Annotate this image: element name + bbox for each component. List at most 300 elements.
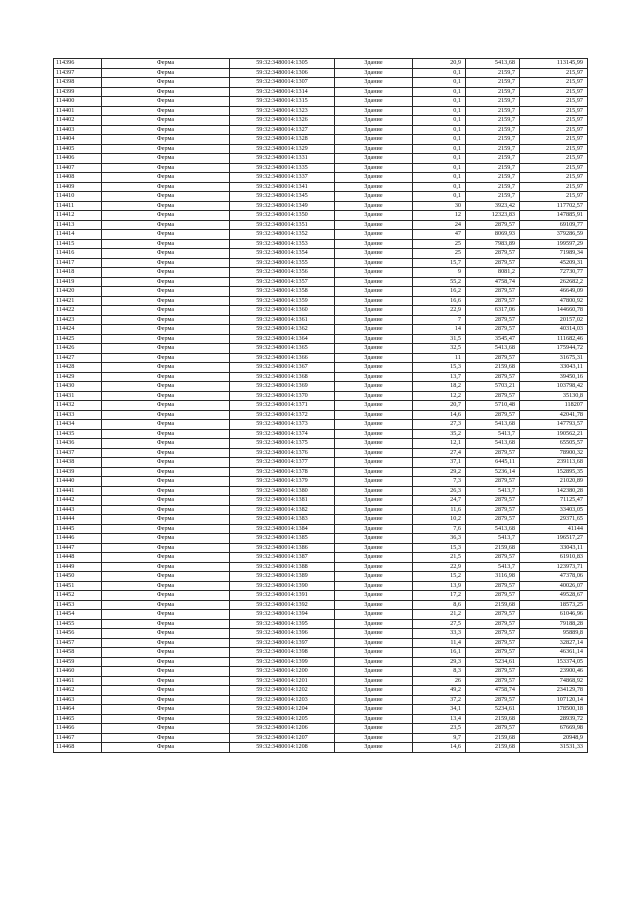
area-value-cell: 0,1 [413, 154, 466, 164]
record-number-cell: 114406 [54, 154, 102, 164]
unit-price-cell: 2159,68 [466, 714, 520, 724]
table-row [54, 467, 588, 477]
cadastral-number-cell: 59:32:3480014:1374 [230, 429, 335, 439]
record-number-cell: 114412 [54, 211, 102, 221]
cadastral-number-cell: 59:32:3480014:1351 [230, 220, 335, 230]
record-number-cell: 114456 [54, 629, 102, 639]
unit-price-cell: 2879,57 [466, 648, 520, 658]
object-name-cell: Ферма [102, 154, 230, 164]
unit-price-cell: 2159,68 [466, 743, 520, 753]
total-value-cell: 21020,89 [520, 477, 588, 487]
record-number-cell: 114429 [54, 372, 102, 382]
object-type-cell: Здание [335, 211, 413, 221]
unit-price-cell: 6317,06 [466, 306, 520, 316]
object-name-cell: Ферма [102, 59, 230, 69]
unit-price-cell: 2879,57 [466, 249, 520, 259]
object-type-cell: Здание [335, 97, 413, 107]
unit-price-cell: 2159,7 [466, 116, 520, 126]
area-value-cell: 0,1 [413, 173, 466, 183]
table-row [54, 657, 588, 667]
object-type-cell: Здание [335, 657, 413, 667]
unit-price-cell: 2879,57 [466, 315, 520, 325]
table-row [54, 306, 588, 316]
object-name-cell: Ферма [102, 496, 230, 506]
record-number-cell: 114418 [54, 268, 102, 278]
total-value-cell: 41144 [520, 524, 588, 534]
total-value-cell: 215,97 [520, 182, 588, 192]
object-type-cell: Здание [335, 591, 413, 601]
cadastral-number-cell: 59:32:3480014:1356 [230, 268, 335, 278]
object-name-cell: Ферма [102, 125, 230, 135]
unit-price-cell: 5234,61 [466, 705, 520, 715]
cadastral-number-cell: 59:32:3480014:1371 [230, 401, 335, 411]
total-value-cell: 215,97 [520, 192, 588, 202]
table-row [54, 192, 588, 202]
object-name-cell: Ферма [102, 116, 230, 126]
area-value-cell: 16,2 [413, 287, 466, 297]
record-number-cell: 114414 [54, 230, 102, 240]
total-value-cell: 107120,14 [520, 695, 588, 705]
unit-price-cell: 3545,47 [466, 334, 520, 344]
total-value-cell: 35130,8 [520, 391, 588, 401]
area-value-cell: 15,2 [413, 572, 466, 582]
object-name-cell: Ферма [102, 258, 230, 268]
cadastral-number-cell: 59:32:3480014:1364 [230, 334, 335, 344]
cadastral-number-cell: 59:32:3480014:1200 [230, 667, 335, 677]
cadastral-number-cell: 59:32:3480014:1373 [230, 420, 335, 430]
record-number-cell: 114403 [54, 125, 102, 135]
area-value-cell: 7,3 [413, 477, 466, 487]
object-name-cell: Ферма [102, 306, 230, 316]
unit-price-cell: 3116,98 [466, 572, 520, 582]
object-type-cell: Здание [335, 401, 413, 411]
total-value-cell: 178500,18 [520, 705, 588, 715]
cadastral-number-cell: 59:32:3480014:1381 [230, 496, 335, 506]
total-value-cell: 113145,99 [520, 59, 588, 69]
record-number-cell: 114401 [54, 106, 102, 116]
record-number-cell: 114448 [54, 553, 102, 563]
unit-price-cell: 2879,57 [466, 287, 520, 297]
total-value-cell: 71989,34 [520, 249, 588, 259]
total-value-cell: 117702,57 [520, 201, 588, 211]
total-value-cell: 28939,72 [520, 714, 588, 724]
record-number-cell: 114438 [54, 458, 102, 468]
record-number-cell: 114451 [54, 581, 102, 591]
object-name-cell: Ферма [102, 610, 230, 620]
area-value-cell: 34,1 [413, 705, 466, 715]
area-value-cell: 11 [413, 353, 466, 363]
record-number-cell: 114439 [54, 467, 102, 477]
unit-price-cell: 2879,57 [466, 610, 520, 620]
unit-price-cell: 4758,74 [466, 686, 520, 696]
cadastral-number-cell: 59:32:3480014:1201 [230, 676, 335, 686]
cadastral-number-cell: 59:32:3480014:1386 [230, 543, 335, 553]
object-name-cell: Ферма [102, 372, 230, 382]
object-name-cell: Ферма [102, 163, 230, 173]
object-name-cell: Ферма [102, 401, 230, 411]
object-type-cell: Здание [335, 78, 413, 88]
unit-price-cell: 2879,57 [466, 258, 520, 268]
area-value-cell: 9,7 [413, 733, 466, 743]
record-number-cell: 114397 [54, 68, 102, 78]
object-name-cell: Ферма [102, 97, 230, 107]
table-row [54, 135, 588, 145]
object-type-cell: Здание [335, 135, 413, 145]
object-name-cell: Ферма [102, 629, 230, 639]
cadastral-number-cell: 59:32:3480014:1397 [230, 638, 335, 648]
object-type-cell: Здание [335, 277, 413, 287]
cadastral-number-cell: 59:32:3480014:1395 [230, 619, 335, 629]
cadastral-number-cell: 59:32:3480014:1384 [230, 524, 335, 534]
object-name-cell: Ферма [102, 220, 230, 230]
object-name-cell: Ферма [102, 515, 230, 525]
area-value-cell: 36,3 [413, 534, 466, 544]
table-row [54, 249, 588, 259]
object-type-cell: Здание [335, 116, 413, 126]
object-type-cell: Здание [335, 87, 413, 97]
unit-price-cell: 5413,68 [466, 439, 520, 449]
object-type-cell: Здание [335, 306, 413, 316]
table-row [54, 68, 588, 78]
object-name-cell: Ферма [102, 477, 230, 487]
record-number-cell: 114453 [54, 600, 102, 610]
object-name-cell: Ферма [102, 296, 230, 306]
object-type-cell: Здание [335, 125, 413, 135]
area-value-cell: 14,6 [413, 410, 466, 420]
area-value-cell: 9 [413, 268, 466, 278]
cadastral-number-cell: 59:32:3480014:1375 [230, 439, 335, 449]
record-number-cell: 114467 [54, 733, 102, 743]
cadastral-number-cell: 59:32:3480014:1208 [230, 743, 335, 753]
table-row [54, 277, 588, 287]
table-row [54, 410, 588, 420]
total-value-cell: 79188,28 [520, 619, 588, 629]
unit-price-cell: 2879,57 [466, 581, 520, 591]
unit-price-cell: 2879,57 [466, 629, 520, 639]
area-value-cell: 21,2 [413, 610, 466, 620]
object-type-cell: Здание [335, 686, 413, 696]
cadastral-number-cell: 59:32:3480014:1383 [230, 515, 335, 525]
area-value-cell: 20,7 [413, 401, 466, 411]
table-row [54, 220, 588, 230]
unit-price-cell: 2879,57 [466, 296, 520, 306]
object-type-cell: Здание [335, 458, 413, 468]
unit-price-cell: 2879,57 [466, 695, 520, 705]
record-number-cell: 114445 [54, 524, 102, 534]
table-row [54, 724, 588, 734]
area-value-cell: 8,3 [413, 667, 466, 677]
object-name-cell: Ферма [102, 743, 230, 753]
area-value-cell: 16,6 [413, 296, 466, 306]
object-name-cell: Ферма [102, 686, 230, 696]
object-name-cell: Ферма [102, 638, 230, 648]
record-number-cell: 114431 [54, 391, 102, 401]
total-value-cell: 147885,91 [520, 211, 588, 221]
table-row [54, 496, 588, 506]
area-value-cell: 7 [413, 315, 466, 325]
area-value-cell: 25 [413, 249, 466, 259]
total-value-cell: 40314,03 [520, 325, 588, 335]
object-name-cell: Ферма [102, 268, 230, 278]
area-value-cell: 26 [413, 676, 466, 686]
total-value-cell: 47800,92 [520, 296, 588, 306]
object-name-cell: Ферма [102, 733, 230, 743]
table-row [54, 372, 588, 382]
object-name-cell: Ферма [102, 724, 230, 734]
area-value-cell: 25 [413, 239, 466, 249]
area-value-cell: 14 [413, 325, 466, 335]
object-type-cell: Здание [335, 553, 413, 563]
record-number-cell: 114409 [54, 182, 102, 192]
record-number-cell: 114461 [54, 676, 102, 686]
unit-price-cell: 2159,68 [466, 600, 520, 610]
area-value-cell: 37,1 [413, 458, 466, 468]
object-type-cell: Здание [335, 705, 413, 715]
table-row [54, 401, 588, 411]
total-value-cell: 46361,14 [520, 648, 588, 658]
unit-price-cell: 2879,57 [466, 477, 520, 487]
record-number-cell: 114458 [54, 648, 102, 658]
table-row [54, 163, 588, 173]
table-row [54, 629, 588, 639]
object-name-cell: Ферма [102, 486, 230, 496]
object-name-cell: Ферма [102, 182, 230, 192]
object-name-cell: Ферма [102, 68, 230, 78]
total-value-cell: 215,97 [520, 135, 588, 145]
object-name-cell: Ферма [102, 448, 230, 458]
object-type-cell: Здание [335, 743, 413, 753]
area-value-cell: 22,9 [413, 562, 466, 572]
area-value-cell: 15,7 [413, 258, 466, 268]
cadastral-number-cell: 59:32:3480014:1355 [230, 258, 335, 268]
record-number-cell: 114457 [54, 638, 102, 648]
record-number-cell: 114417 [54, 258, 102, 268]
object-type-cell: Здание [335, 287, 413, 297]
object-type-cell: Здание [335, 192, 413, 202]
object-type-cell: Здание [335, 220, 413, 230]
object-name-cell: Ферма [102, 287, 230, 297]
table-row [54, 420, 588, 430]
object-type-cell: Здание [335, 562, 413, 572]
total-value-cell: 39450,16 [520, 372, 588, 382]
total-value-cell: 78900,32 [520, 448, 588, 458]
object-type-cell: Здание [335, 610, 413, 620]
area-value-cell: 55,2 [413, 277, 466, 287]
record-number-cell: 114419 [54, 277, 102, 287]
cadastral-number-cell: 59:32:3480014:1354 [230, 249, 335, 259]
area-value-cell: 23,5 [413, 724, 466, 734]
cadastral-number-cell: 59:32:3480014:1306 [230, 68, 335, 78]
cadastral-number-cell: 59:32:3480014:1205 [230, 714, 335, 724]
unit-price-cell: 2879,57 [466, 667, 520, 677]
object-type-cell: Здание [335, 667, 413, 677]
object-type-cell: Здание [335, 249, 413, 259]
object-name-cell: Ферма [102, 714, 230, 724]
object-name-cell: Ферма [102, 192, 230, 202]
area-value-cell: 32,5 [413, 344, 466, 354]
unit-price-cell: 2879,57 [466, 410, 520, 420]
cadastral-number-cell: 59:32:3480014:1337 [230, 173, 335, 183]
area-value-cell: 12 [413, 211, 466, 221]
table-row [54, 382, 588, 392]
total-value-cell: 67669,98 [520, 724, 588, 734]
object-name-cell: Ферма [102, 325, 230, 335]
area-value-cell: 12,1 [413, 439, 466, 449]
cadastral-number-cell: 59:32:3480014:1388 [230, 562, 335, 572]
record-number-cell: 114433 [54, 410, 102, 420]
area-value-cell: 13,4 [413, 714, 466, 724]
table-row [54, 733, 588, 743]
object-type-cell: Здание [335, 619, 413, 629]
object-type-cell: Здание [335, 163, 413, 173]
record-number-cell: 114446 [54, 534, 102, 544]
object-type-cell: Здание [335, 477, 413, 487]
area-value-cell: 27,4 [413, 448, 466, 458]
object-name-cell: Ферма [102, 315, 230, 325]
cadastral-number-cell: 59:32:3480014:1327 [230, 125, 335, 135]
cadastral-number-cell: 59:32:3480014:1366 [230, 353, 335, 363]
total-value-cell: 33043,11 [520, 363, 588, 373]
area-value-cell: 0,1 [413, 116, 466, 126]
table-row [54, 515, 588, 525]
table-row [54, 325, 588, 335]
cadastral-number-cell: 59:32:3480014:1368 [230, 372, 335, 382]
cadastral-number-cell: 59:32:3480014:1396 [230, 629, 335, 639]
area-value-cell: 13,9 [413, 581, 466, 591]
object-type-cell: Здание [335, 363, 413, 373]
unit-price-cell: 5413,7 [466, 562, 520, 572]
object-name-cell: Ферма [102, 439, 230, 449]
object-name-cell: Ферма [102, 648, 230, 658]
unit-price-cell: 2159,7 [466, 144, 520, 154]
record-number-cell: 114426 [54, 344, 102, 354]
area-value-cell: 0,1 [413, 144, 466, 154]
total-value-cell: 215,97 [520, 97, 588, 107]
unit-price-cell: 5234,61 [466, 657, 520, 667]
area-value-cell: 30 [413, 201, 466, 211]
object-name-cell: Ферма [102, 230, 230, 240]
cadastral-number-cell: 59:32:3480014:1367 [230, 363, 335, 373]
table-row [54, 648, 588, 658]
unit-price-cell: 2879,57 [466, 496, 520, 506]
total-value-cell: 118207 [520, 401, 588, 411]
table-row [54, 448, 588, 458]
total-value-cell: 147793,57 [520, 420, 588, 430]
area-value-cell: 27,5 [413, 619, 466, 629]
cadastral-number-cell: 59:32:3480014:1394 [230, 610, 335, 620]
area-value-cell: 20,9 [413, 59, 466, 69]
total-value-cell: 215,97 [520, 173, 588, 183]
area-value-cell: 27,3 [413, 420, 466, 430]
total-value-cell: 29371,65 [520, 515, 588, 525]
total-value-cell: 65505,57 [520, 439, 588, 449]
object-name-cell: Ферма [102, 363, 230, 373]
area-value-cell: 0,1 [413, 78, 466, 88]
object-name-cell: Ферма [102, 591, 230, 601]
object-type-cell: Здание [335, 410, 413, 420]
unit-price-cell: 2879,57 [466, 448, 520, 458]
unit-price-cell: 5413,7 [466, 429, 520, 439]
total-value-cell: 20157,02 [520, 315, 588, 325]
object-name-cell: Ферма [102, 382, 230, 392]
object-type-cell: Здание [335, 439, 413, 449]
table-row [54, 477, 588, 487]
total-value-cell: 142380,28 [520, 486, 588, 496]
record-number-cell: 114425 [54, 334, 102, 344]
record-number-cell: 114454 [54, 610, 102, 620]
table-row [54, 543, 588, 553]
object-name-cell: Ферма [102, 458, 230, 468]
object-type-cell: Здание [335, 230, 413, 240]
unit-price-cell: 2159,7 [466, 87, 520, 97]
cadastral-number-cell: 59:32:3480014:1365 [230, 344, 335, 354]
object-name-cell: Ферма [102, 87, 230, 97]
object-type-cell: Здание [335, 201, 413, 211]
table-row [54, 391, 588, 401]
cadastral-number-cell: 59:32:3480014:1349 [230, 201, 335, 211]
table-row [54, 705, 588, 715]
record-number-cell: 114463 [54, 695, 102, 705]
object-type-cell: Здание [335, 268, 413, 278]
area-value-cell: 15,3 [413, 363, 466, 373]
record-number-cell: 114464 [54, 705, 102, 715]
record-number-cell: 114449 [54, 562, 102, 572]
unit-price-cell: 2879,57 [466, 325, 520, 335]
cadastral-number-cell: 59:32:3480014:1378 [230, 467, 335, 477]
area-value-cell: 0,1 [413, 182, 466, 192]
cadastral-number-cell: 59:32:3480014:1328 [230, 135, 335, 145]
table-row [54, 562, 588, 572]
object-name-cell: Ферма [102, 277, 230, 287]
record-number-cell: 114421 [54, 296, 102, 306]
cadastral-number-cell: 59:32:3480014:1389 [230, 572, 335, 582]
table-row [54, 619, 588, 629]
total-value-cell: 215,97 [520, 78, 588, 88]
object-type-cell: Здание [335, 315, 413, 325]
unit-price-cell: 2879,57 [466, 372, 520, 382]
table-row [54, 363, 588, 373]
object-type-cell: Здание [335, 344, 413, 354]
record-number-cell: 114422 [54, 306, 102, 316]
object-type-cell: Здание [335, 505, 413, 515]
cadastral-number-cell: 59:32:3480014:1314 [230, 87, 335, 97]
object-type-cell: Здание [335, 68, 413, 78]
record-number-cell: 114435 [54, 429, 102, 439]
cadastral-number-cell: 59:32:3480014:1382 [230, 505, 335, 515]
area-value-cell: 49,2 [413, 686, 466, 696]
table-row [54, 439, 588, 449]
object-name-cell: Ферма [102, 106, 230, 116]
record-number-cell: 114452 [54, 591, 102, 601]
total-value-cell: 46649,09 [520, 287, 588, 297]
record-number-cell: 114423 [54, 315, 102, 325]
total-value-cell: 61046,96 [520, 610, 588, 620]
area-value-cell: 14,6 [413, 743, 466, 753]
total-value-cell: 215,97 [520, 87, 588, 97]
record-number-cell: 114398 [54, 78, 102, 88]
total-value-cell: 215,97 [520, 154, 588, 164]
record-number-cell: 114440 [54, 477, 102, 487]
area-value-cell: 12,2 [413, 391, 466, 401]
unit-price-cell: 2879,57 [466, 638, 520, 648]
area-value-cell: 0,1 [413, 135, 466, 145]
object-name-cell: Ферма [102, 676, 230, 686]
object-name-cell: Ферма [102, 705, 230, 715]
table-row [54, 458, 588, 468]
area-value-cell: 35,2 [413, 429, 466, 439]
table-row [54, 182, 588, 192]
cadastral-number-cell: 59:32:3480014:1206 [230, 724, 335, 734]
